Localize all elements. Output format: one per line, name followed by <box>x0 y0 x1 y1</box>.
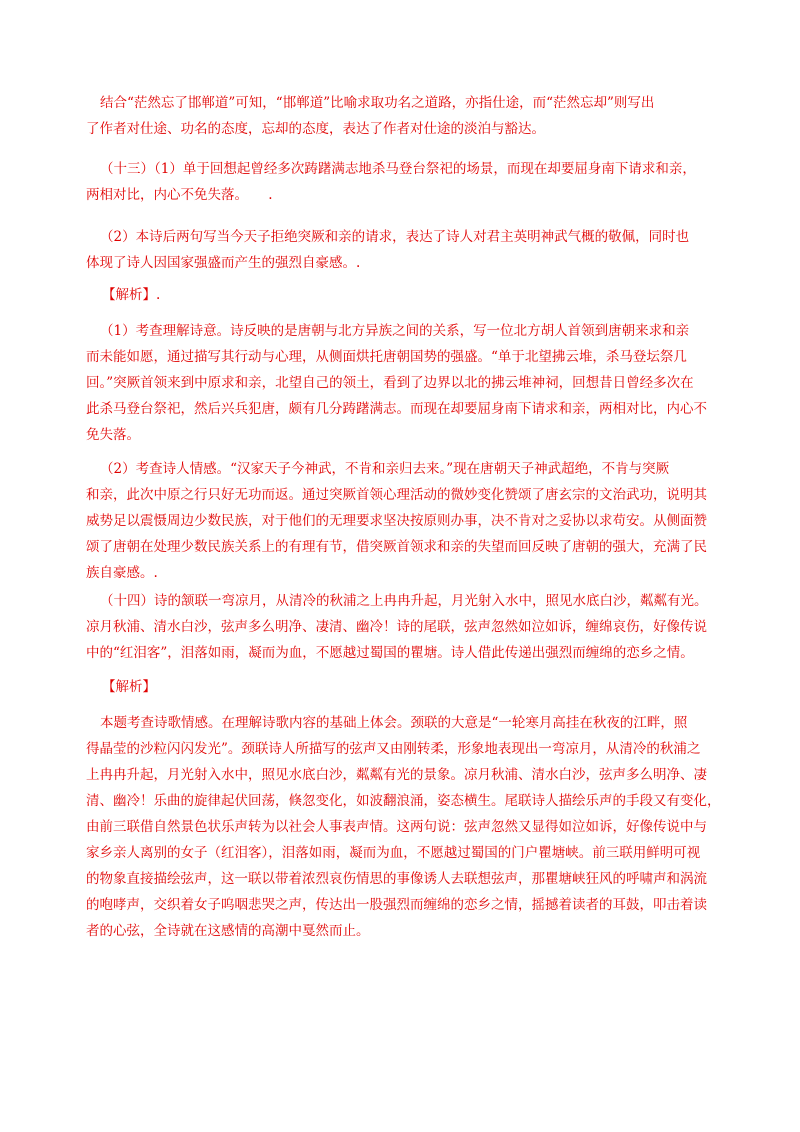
paragraph-answer-13-2 <box>86 224 726 276</box>
text-line: 本题考查诗歌情感。在理解诗歌内容的基础上体会。颈联的大意是“一轮寒月高挂在秋夜的江畔，照 <box>100 715 688 731</box>
text-line: 的咆哮声，交织着女子呜咽悲哭之声，传达出一股强烈而缠绵的恋乡之情，摇撼着读者的耳鼓，叩击着读 <box>86 897 707 913</box>
text-line: （2）考查诗人情感。“汉家天子今神武，不肯和亲归去来。”现在唐朝天子神武超绝，不肯与突厥 <box>100 461 670 477</box>
text-line: 的物象直接描绘弦声，这一联以带着浓烈哀伤情思的事像诱人去联想弦声，那瞿塘峡狂风的呼啸声和涡流 <box>86 871 707 887</box>
text-line: 由前三联借自然景色状乐声转为以社会人事表声情。这两句说：弦声忽然又显得如泣如诉，好像传说中与 <box>86 819 707 835</box>
text-line: 族自豪感。. <box>86 565 158 581</box>
text-line: 此杀马登台祭祀，然后兴兵犯唐，颇有几分踌躇满志。而现在却要屈身南下请求和亲，两相对比，内心不 <box>86 401 707 417</box>
text-line: 凉月秋浦、清水白沙，弦声多么明净、凄清、幽冷！诗的尾联，弦声忽然如泣如诉，缠绵哀伤，好像传说 <box>86 619 707 635</box>
text-line: 两相对比，内心不免失落。 . <box>86 187 273 203</box>
text-line: 威势足以震慑周边少数民族，对于他们的无理要求坚决按原则办事，决不肯对之妥协以求苟安。从侧面赞 <box>86 513 707 529</box>
text-line: 颂了唐朝在处理少数民族关系上的有理有节，借突厥首领求和亲的失望而回反映了唐朝的强大，充满了民 <box>86 539 707 555</box>
text-line: （十三）（1）单于回想起曾经多次踌躇满志地杀马登台祭祀的场景，而现在却要屈身南下请求和亲， <box>100 161 696 177</box>
text-line: 结合“茫然忘了邯郸道”可知，“邯郸道”比喻求取功名之道路，亦指仕途，而“茫然忘却”则写出 <box>100 95 655 111</box>
analysis-heading <box>102 282 160 308</box>
heading-text: 【解析】 <box>102 679 156 695</box>
text-line: 上冉冉升起，月光射入水中，照见水底白沙，粼粼有光的景象。凉月秋浦、清水白沙，弦声多么明净、凄 <box>86 767 707 783</box>
text-line: 体现了诗人因国家强盛而产生的强烈自豪感。. <box>86 255 361 271</box>
text-line: （十四）诗的颔联一弯凉月，从清冷的秋浦之上冉冉升起，月光射入水中，照见水底白沙，粼粼有光。 <box>100 593 708 609</box>
text-line: 家乡亲人离别的女子（红泪客），泪落如雨，凝而为血，不愿越过蜀国的门户瞿塘峡。前三联用鲜明可视 <box>86 845 701 861</box>
text-line: 而未能如愿，通过描写其行动与心理，从侧面烘托唐朝国势的强盛。“单于北望拂云堆，杀马登坛祭几 <box>86 349 687 365</box>
text-line: 了作者对仕途、功名的态度，忘却的态度，表达了作者对仕途的淡泊与豁达。 <box>86 121 545 137</box>
text-line: 免失落。 <box>86 427 140 443</box>
text-line: 清、幽冷！乐曲的旋律起伏回荡，倏忽变化，如波翻浪涌，姿态横生。尾联诗人描绘乐声的手段又有变化， <box>86 793 721 809</box>
text-line: 者的心弦，全诗就在这感情的高潮中戛然而止。 <box>86 923 370 939</box>
paragraph-answer-13-1 <box>86 156 726 208</box>
text-line: 中的“红泪客”，泪落如雨，凝而为血，不愿越过蜀国的瞿塘。诗人借此传递出强烈而缠绵的恋乡之情。 <box>86 645 694 661</box>
paragraph-handan-road <box>86 90 726 142</box>
text-line: （1）考查理解诗意。诗反映的是唐朝与北方异族之间的关系，写一位北方胡人首领到唐朝来求和亲 <box>100 323 690 339</box>
text-line: （2）本诗后两句写当今天子拒绝突厥和亲的请求，表达了诗人对君主英明神武气概的敬佩，同时也 <box>100 229 690 245</box>
text-line: 回。”突厥首领来到中原求和亲，北望自己的领土，看到了边界以北的拂云堆神祠，回想昔日曾经多次在 <box>86 375 694 391</box>
paragraph-analysis-13-2 <box>86 456 726 586</box>
analysis-heading <box>102 674 156 700</box>
text-line: 和亲，此次中原之行只好无功而返。通过突厥首领心理活动的微妙变化赞颂了唐玄宗的文治武功，说明其 <box>86 487 707 503</box>
paragraph-analysis-14 <box>86 710 726 944</box>
heading-text: 【解析】. <box>102 287 161 303</box>
paragraph-answer-14 <box>86 588 726 666</box>
paragraph-analysis-13-1 <box>86 318 726 448</box>
text-line: 得晶莹的沙粒闪闪发光”。颈联诗人所描写的弦声又由刚转柔，形象地表现出一弯凉月，从清冷的秋浦之 <box>86 741 701 757</box>
